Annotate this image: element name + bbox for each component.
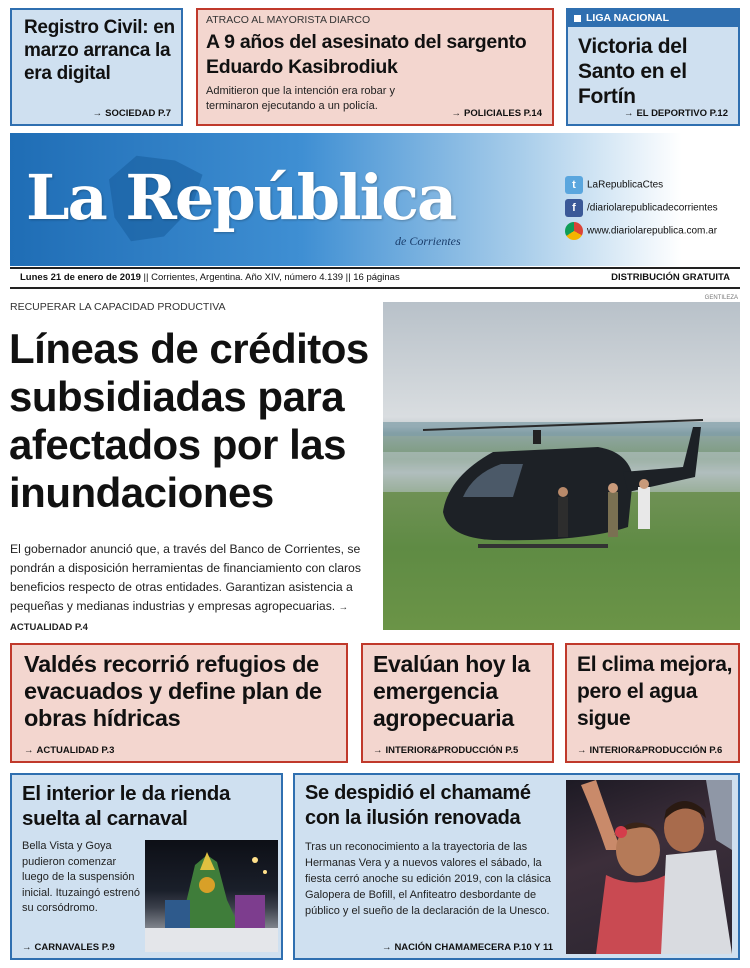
arrow-icon: → [373, 745, 383, 756]
distribution-note: DISTRIBUCIÓN GRATUITA [611, 272, 730, 283]
arrow-icon: → [24, 745, 34, 756]
story-chamame[interactable] [293, 773, 740, 960]
website-link[interactable]: www.diariolarepublica.com.ar [565, 222, 717, 240]
teaser-victoria[interactable] [566, 8, 740, 126]
arrow-icon: → [381, 942, 392, 953]
masthead [10, 133, 740, 266]
helicopter-illustration [383, 302, 740, 630]
story-headline: El interior le da rienda suelta al carnaval [22, 782, 231, 830]
section-reference: → ACTUALIDAD P.3 [24, 745, 115, 756]
arrow-icon: → [92, 108, 103, 119]
issue-date: Lunes 21 de enero de 2019 [20, 272, 141, 283]
story-summary: Bella Vista y Goya pudieron comenzar luego de la suspensión inicial. Ituzaingó estrenó su corsódromo. [22, 840, 141, 914]
section-reference: → INTERIOR&PRODUCCIÓN P.6 [577, 745, 723, 756]
teaser-registro-civil[interactable] [10, 8, 183, 126]
story-carnaval[interactable] [10, 773, 283, 960]
arrow-icon: → [22, 942, 32, 953]
section-reference: → INTERIOR&PRODUCCIÓN P.5 [373, 745, 519, 756]
photo-credit: GENTILEZA [704, 295, 738, 301]
section-reference: → ACTUALIDAD P.4 [10, 602, 349, 633]
carnaval-float-illustration [145, 840, 278, 952]
story-headline: Valdés recorrió refugios de evacuados y define plan de obras hídricas [24, 651, 322, 731]
arrow-icon: → [577, 745, 587, 756]
helicopter-photo[interactable] [383, 302, 740, 630]
section-reference: → NACIÓN CHAMAMECERA P.10 Y 11 [381, 942, 553, 953]
twitter-icon: t [565, 176, 583, 194]
section-reference: → EL DEPORTIVO P.12 [623, 108, 728, 119]
story-headline: El clima mejora, pero el agua sigue [577, 653, 733, 730]
teaser-summary: Admitieron que la intención era robar y terminaron ejecutando a un policía. [206, 85, 395, 112]
teaser-headline: A 9 años del asesinato del sargento Eduardo Kasibrodiuk [206, 31, 527, 78]
facebook-icon: f [565, 199, 583, 217]
issue-details: || Corrientes, Argentina. Año XIV, número 4.139 || 16 páginas [140, 272, 400, 283]
kicker-square-icon [574, 15, 581, 22]
story-emergencia[interactable] [361, 643, 554, 763]
teaser-atraco[interactable] [196, 8, 554, 126]
section-reference: → CARNAVALES P.9 [22, 942, 115, 953]
story-headline: Evalúan hoy la emergencia agropecuaria [373, 651, 530, 731]
newspaper-subtitle: de Corrientes [395, 234, 461, 248]
facebook-link[interactable]: f /diariolarepublicadecorrientes [565, 199, 718, 217]
teaser-headline: Registro Civil: en marzo arranca la era digital [24, 17, 175, 84]
story-headline: Se despidió el chamamé con la ilusión renovada [305, 782, 531, 829]
story-summary: Tras un reconocimiento a la trayectoria de las Hermanas Vera y a nuevos valores el sábado, la fiesta cerró anoche su edición 2019, con la clásica Galopera de Bofill, el Anfiteatro desbordante de público y el sueño de la declaración de la Unesco. [305, 841, 551, 917]
arrow-icon: → [451, 108, 462, 119]
arrow-icon: → [623, 108, 634, 119]
story-valdes[interactable] [10, 643, 348, 763]
teaser-kicker: LIGA NACIONAL [586, 12, 670, 24]
teaser-kicker: ATRACO AL MAYORISTA DIARCO [206, 14, 371, 26]
newspaper-logo: La República [26, 161, 456, 234]
twitter-link[interactable]: t LaRepublicaCtes [565, 176, 663, 194]
browser-icon [565, 222, 583, 240]
chamame-dancers-photo[interactable] [566, 780, 732, 954]
section-reference: → POLICIALES P.14 [451, 108, 542, 119]
dancers-illustration [566, 780, 732, 954]
carnaval-photo[interactable] [145, 840, 278, 952]
dateline [10, 267, 740, 289]
lead-headline[interactable]: Líneas de créditos subsidiadas para afectados por las inundaciones [9, 325, 369, 516]
story-clima[interactable] [565, 643, 740, 763]
arrow-icon: → [338, 602, 349, 613]
lead-kicker: RECUPERAR LA CAPACIDAD PRODUCTIVA [10, 301, 226, 313]
section-reference: → SOCIEDAD P.7 [92, 108, 171, 119]
teaser-headline: Victoria del Santo en el Fortín [578, 35, 688, 108]
lead-summary: El gobernador anunció que, a través del Banco de Corrientes, se pondrán a disposición herramientas de financiamiento con claros beneficios respecto de otras entidades. Garantizan asistencia a pequeñas y medianas industrias y empresas agropecuarias. → ACTUALIDAD P.4 [10, 542, 361, 633]
